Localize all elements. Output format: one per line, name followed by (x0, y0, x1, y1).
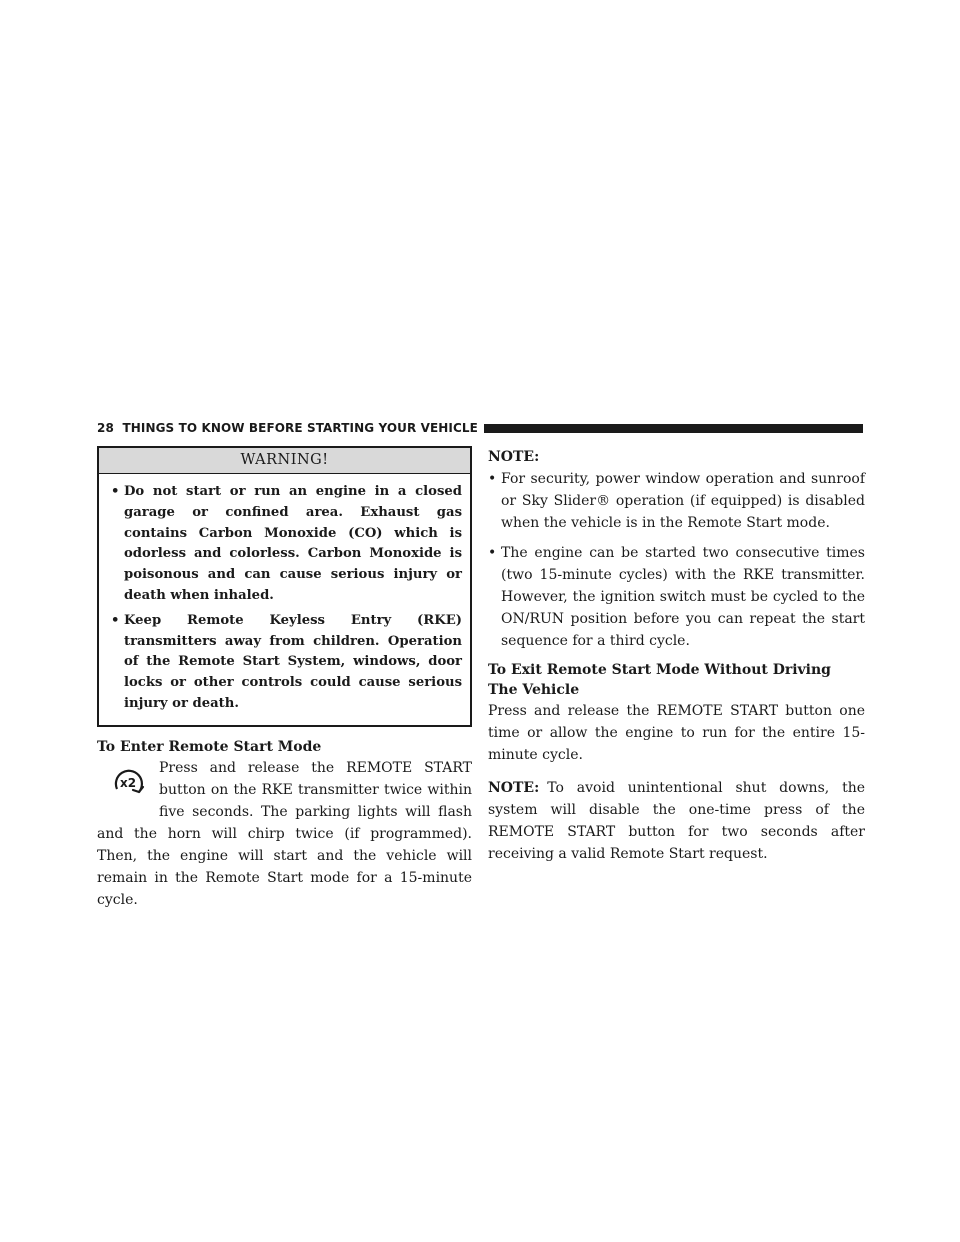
bullet-icon: • (111, 484, 120, 499)
exit-paragraph: Press and release the REMOTE START button one time or allow the engine to run for the entire 15-minute cycle. (488, 703, 865, 763)
warning-title: WARNING! (99, 448, 470, 474)
note-label: NOTE: (488, 449, 540, 465)
note-item-text: The engine can be started two consecutive times (two 15-minute cycles) with the RKE transmitter. However, the ignition switch must be cycled to the ON/RUN position before you can repeat the start sequence for a third cycle. (501, 545, 865, 649)
note-item-text: For security, power window operation and sunroof or Sky Slider® operation (if equipped) is disabled when the vehicle is in the Remote Start mode. (501, 471, 865, 531)
warning-item (111, 611, 462, 715)
note2-paragraph (488, 777, 865, 865)
note2-text: To avoid unintentional shut downs, the system will disable the one-time press of the REMOTE START button for two seconds after receiving a valid Remote Start request. (488, 780, 865, 862)
enter-text: Press and release the REMOTE START button on the RKE transmitter twice within five seconds. The parking lights will flash and the horn will chirp twice (if programmed). Then, the engine will start and the vehicle will remain in the Remote Start mode for a 15-minute cycle. (97, 759, 472, 908)
header-rule (484, 424, 863, 433)
warning-body (99, 474, 470, 725)
page-number: 28 (97, 421, 114, 435)
warning-item (111, 482, 462, 607)
bullet-icon: • (488, 471, 497, 487)
exit-heading: To Exit Remote Start Mode Without Driving The Vehicle (488, 662, 831, 698)
icon-label: x2 (119, 775, 137, 790)
bullet-icon: • (111, 612, 120, 628)
section-title: THINGS TO KNOW BEFORE STARTING YOUR VEHICLE (122, 421, 478, 435)
warning-item-text: Do not start or run an engine in a closed garage or confined area. Exhaust gas contains Carbon Monoxide (CO) which is odorless and colorless. Carbon Monoxide is poisonous and can cause serious injury or death when inhaled. (124, 484, 462, 603)
note2-label: NOTE: (488, 780, 540, 796)
warning-item-text: Keep Remote Keyless Entry (RKE) transmitters away from children. Operation of the Remote Start System, windows, door locks or other controls could cause serious injury or death. (124, 612, 462, 711)
remote-press-twice-icon (97, 757, 159, 823)
note-item (488, 542, 865, 652)
page-header-text (97, 421, 484, 435)
enter-heading: To Enter Remote Start Mode (97, 738, 322, 755)
note-item (488, 468, 865, 534)
right-column (488, 446, 865, 865)
left-column (97, 446, 472, 911)
bullet-icon: • (488, 545, 497, 561)
warning-box (97, 446, 472, 727)
enter-paragraph (97, 757, 472, 911)
page-header (97, 420, 863, 436)
